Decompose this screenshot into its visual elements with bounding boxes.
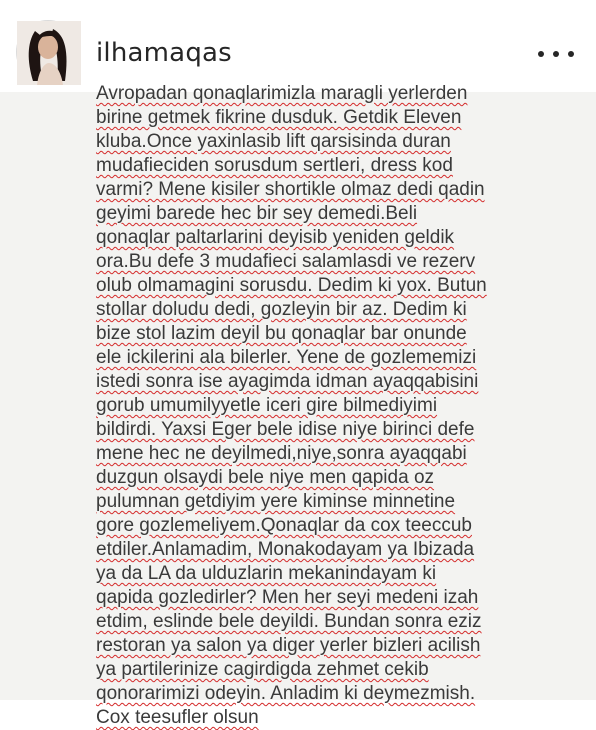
post-header [0, 0, 596, 92]
note-line: geyimi barede hec bir sey demedi.Beli [96, 203, 418, 224]
note-line: etdiler.Anlamadim, Monakodayam ya Ibizada [96, 539, 475, 560]
note-line: olub olmamagini sorusdu. Dedim ki yox. Butun [96, 275, 487, 296]
username[interactable]: ilhamaqas [96, 38, 232, 68]
note-line: stollar doludu dedi, gozleyin bir az. Dedim ki [96, 299, 467, 320]
post-image [0, 83, 596, 728]
note-line: istedi sonra ise ayagimda idman ayaqqabisini [96, 371, 479, 392]
note-line: gore gozlemeliyem.Qonaqlar da cox teeccub [96, 515, 472, 536]
note-line: bize stol lazim deyil bu qonaqlar bar onunde [96, 323, 467, 344]
note-line: gorub umumilyyetle iceri gire bilmediyimi [96, 395, 438, 416]
note-line: bildirdi. Yaxsi Eger bele idise niye birinci defe [96, 419, 475, 440]
note-line: pulumnan getdiyim yere kiminse minnetine [96, 491, 456, 512]
note-line: etdim, eslinde bele deyildi. Bundan sonra eziz [96, 611, 482, 632]
dot [553, 51, 559, 57]
note-line: ora.Bu defe 3 mudafieci salamlasdi ve rezerv [96, 251, 476, 272]
note-line: restoran ya salon ya diger yerler bizleri acilish [96, 635, 481, 656]
note-line: ya da LA da ulduzlarin mekanindayam ki [96, 563, 437, 584]
note-line: Avropadan qonaqlarimizla maragli yerlerden [96, 83, 468, 104]
note-line: varmi? Mene kisiler shortikle olmaz dedi qadin [96, 179, 485, 200]
note-text [96, 83, 516, 730]
profile-photo-icon [17, 21, 81, 85]
note-line: qapida gozledirler? Men her seyi medeni izah [96, 587, 479, 608]
note-line: duzgun olsaydi bele niye men qapida oz [96, 467, 435, 488]
note-line: kluba.Once yaxinlasib lift qarsisinda duran [96, 131, 451, 152]
dot [568, 51, 574, 57]
note-line: ele ickilerini ala bilerler. Yene de gozlememizi [96, 347, 477, 368]
note-line: ya partilerinize cagirdigda zehmet cekib [96, 659, 429, 680]
note-line: mene hec ne deyilmedi,niye,sonra ayaqqabi [96, 443, 467, 464]
avatar[interactable] [16, 20, 80, 84]
note-line: qonaqlar paltarlarini deyisib yeniden geldik [96, 227, 455, 248]
note-line: qonorarimizi odeyin. Anladim ki deymezmish. [96, 683, 476, 704]
note-line: mudafieciden sorusdum sertleri, dress kod [96, 155, 453, 176]
note-line: birine getmek fikrine dusduk. Getdik Eleven [96, 107, 462, 128]
note-line: Cox teesufler olsun [96, 707, 259, 728]
more-options-icon[interactable] [538, 44, 574, 64]
dot [538, 51, 544, 57]
